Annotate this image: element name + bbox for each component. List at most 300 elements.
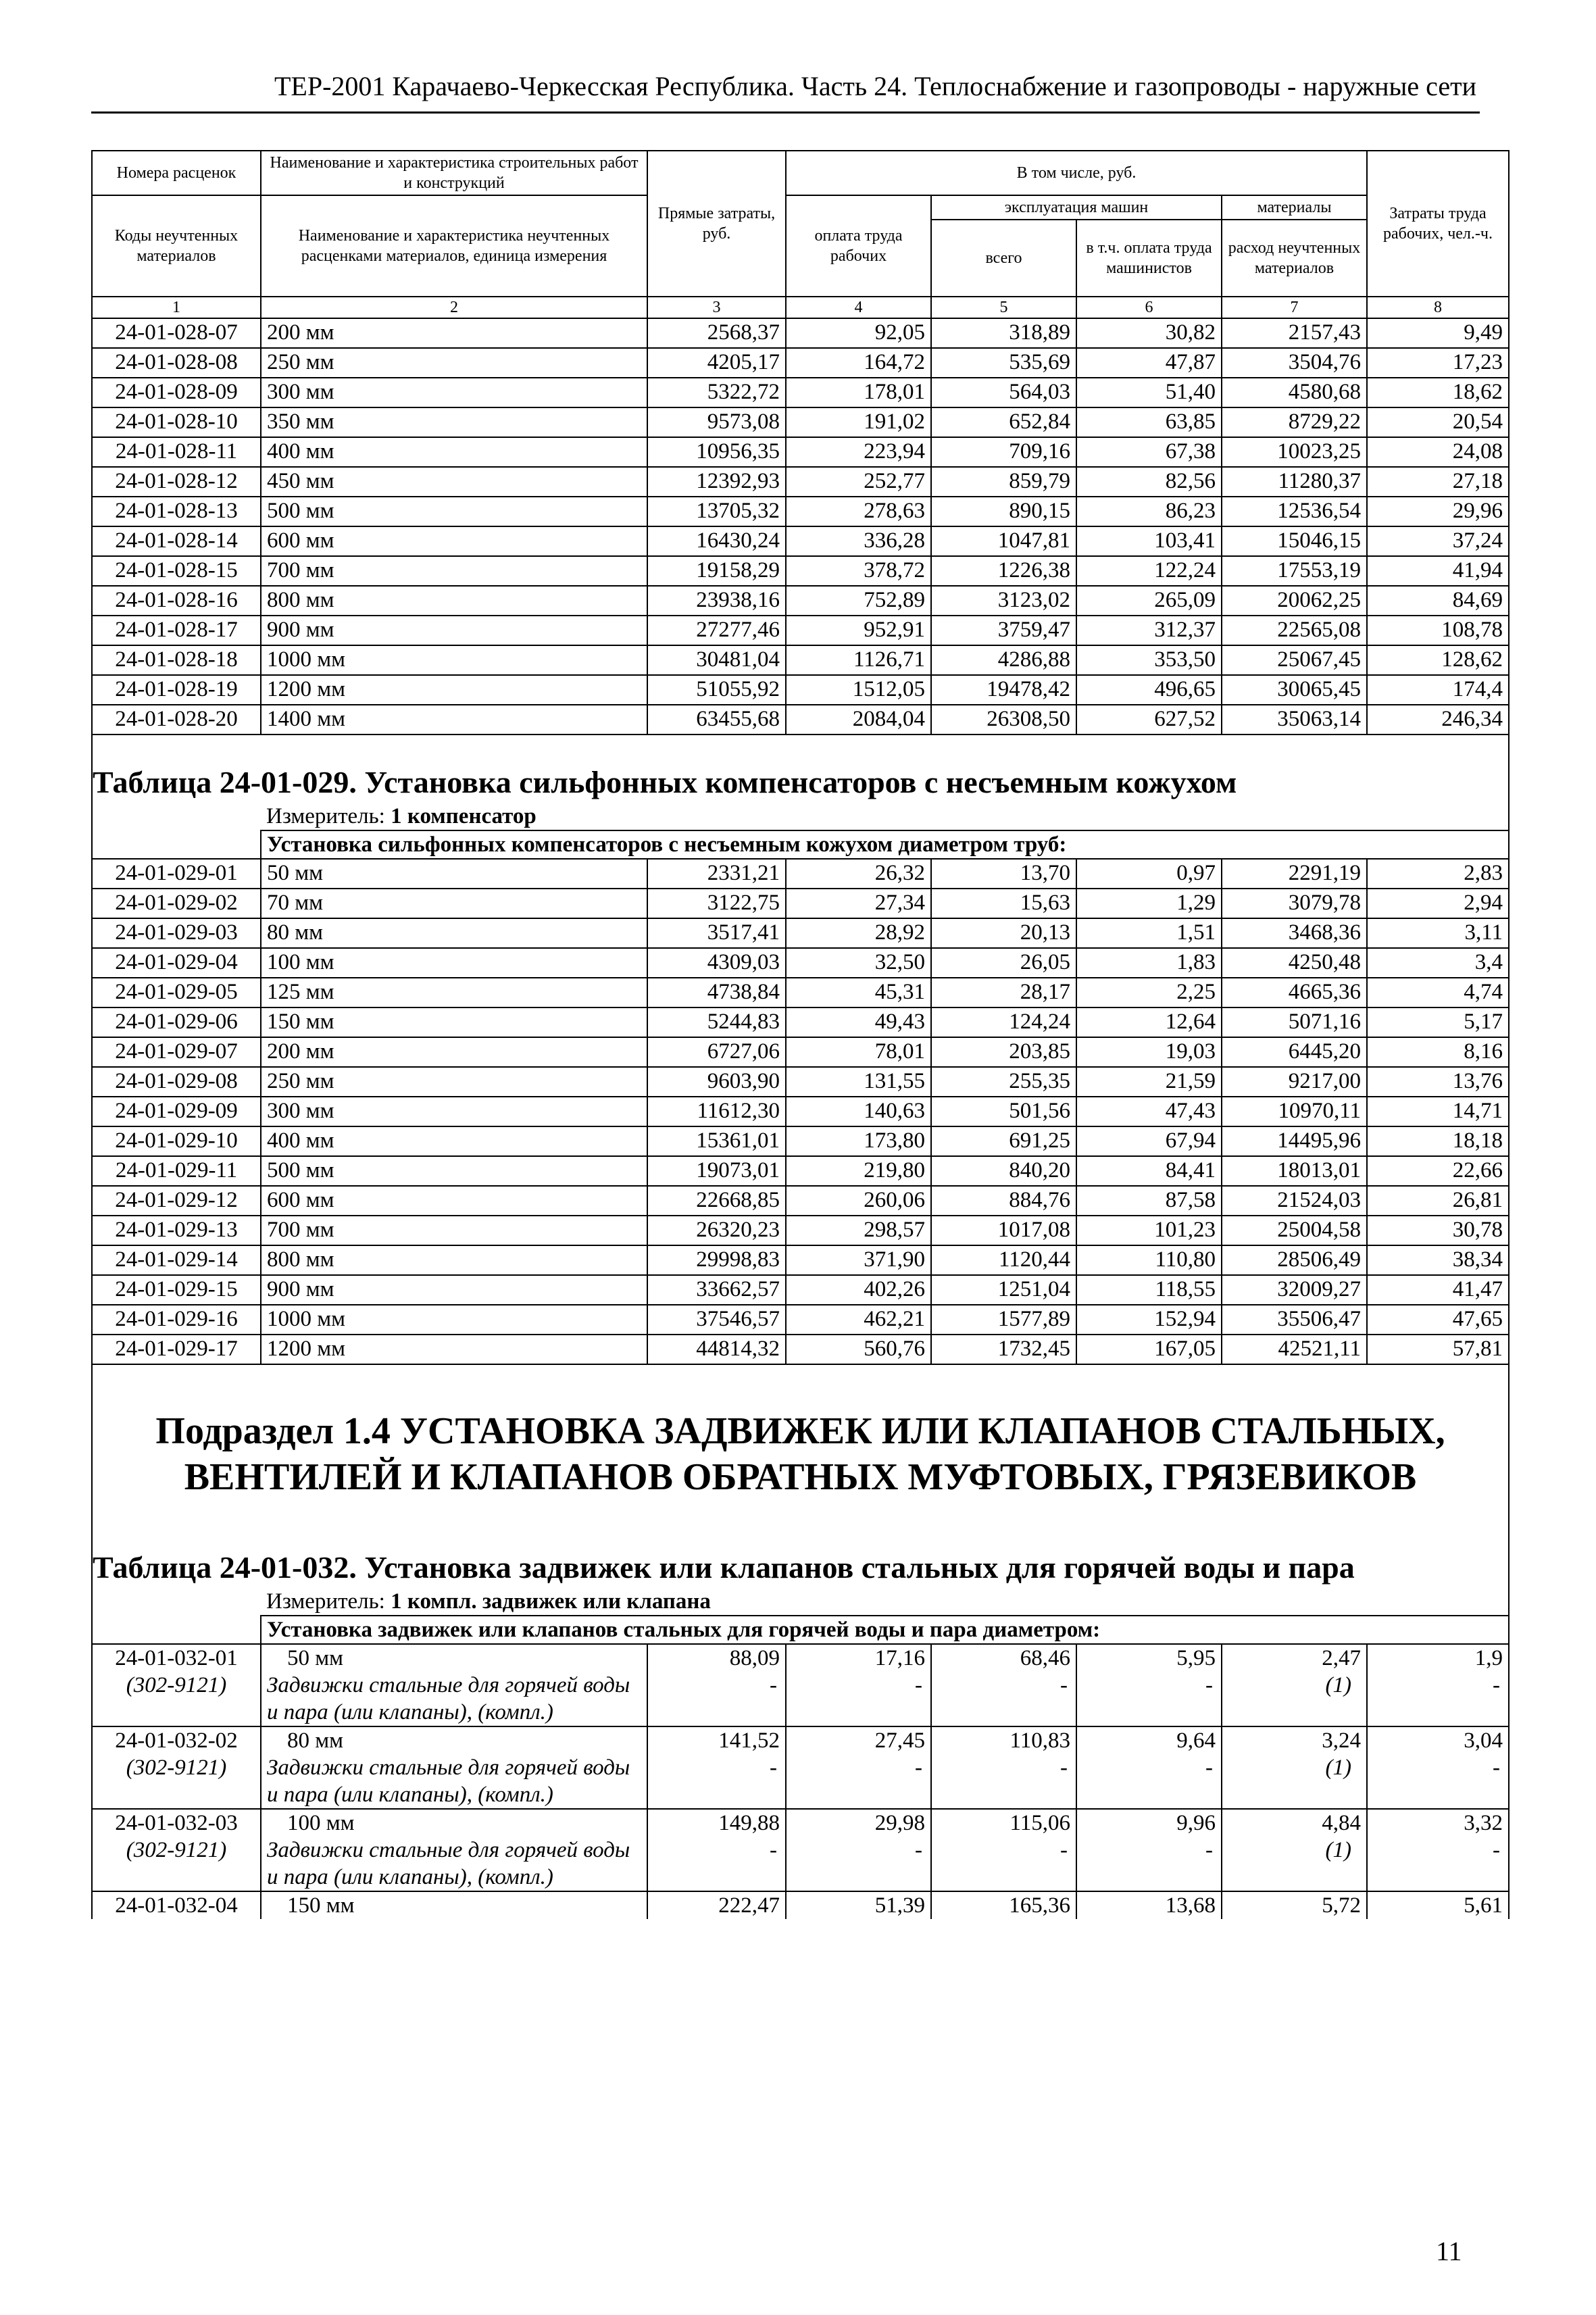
material-code: (302-9121): [126, 1838, 227, 1862]
rate-value: 1251,04: [931, 1275, 1076, 1305]
rate-value: 9,96: [1176, 1811, 1216, 1835]
table-row: [92, 1186, 1509, 1216]
running-header: ТЕР-2001 Карачаево-Черкесская Республика. Часть 24. Теплоснабжение и газопроводы - наружные сети: [274, 71, 1476, 101]
rate-name: 50 мм: [261, 859, 647, 889]
rate-name-cell: [261, 1644, 647, 1726]
rate-value-cell: [931, 1726, 1076, 1809]
table-row: [92, 675, 1509, 705]
rate-value: 255,35: [931, 1067, 1076, 1097]
rate-value: 9217,00: [1222, 1067, 1367, 1097]
material-value: -: [1205, 1756, 1213, 1780]
rate-value: 462,21: [786, 1305, 931, 1335]
material-value: -: [1205, 1673, 1213, 1697]
table-row: [92, 1245, 1509, 1275]
measure-row: [92, 1588, 1509, 1616]
measure-value: 1 компенсатор: [391, 804, 537, 828]
rate-code: 24-01-029-06: [92, 1007, 261, 1037]
rate-value: 1,51: [1076, 918, 1222, 948]
rate-name: 150 мм: [261, 1891, 647, 1919]
rate-value: 17553,19: [1222, 556, 1367, 586]
rate-value: 32,50: [786, 948, 931, 978]
rate-value: 840,20: [931, 1156, 1076, 1186]
rate-value-cell: [647, 1726, 786, 1809]
rate-value: 501,56: [931, 1097, 1076, 1126]
rate-value: 21524,03: [1222, 1186, 1367, 1216]
rate-value: 141,52: [718, 1728, 780, 1753]
table-029-title-row: [92, 735, 1509, 803]
rate-value: 652,84: [931, 407, 1076, 437]
rate-value: 4580,68: [1222, 378, 1367, 407]
rate-name: 500 мм: [261, 497, 647, 526]
col-header-wages: оплата труда рабочих: [786, 195, 931, 297]
rate-name: 200 мм: [261, 318, 647, 348]
rate-value: 41,47: [1367, 1275, 1509, 1305]
rate-value: 496,65: [1076, 675, 1222, 705]
material-value: -: [1060, 1838, 1068, 1862]
rate-name: 150 мм: [261, 1007, 647, 1037]
material-code: (302-9121): [126, 1673, 227, 1697]
rate-value-cell: [1076, 1644, 1222, 1726]
table-row: [92, 1067, 1509, 1097]
rate-value: 318,89: [931, 318, 1076, 348]
rate-value: 30,78: [1367, 1216, 1509, 1245]
rate-value: 10023,25: [1222, 437, 1367, 467]
rate-value: 9603,90: [647, 1067, 786, 1097]
rate-value: 265,09: [1076, 586, 1222, 616]
rate-value: 5244,83: [647, 1007, 786, 1037]
rate-name: 50 мм: [287, 1646, 344, 1670]
rate-value: 13,76: [1367, 1067, 1509, 1097]
rate-value: 18013,01: [1222, 1156, 1367, 1186]
rate-value: 18,18: [1367, 1126, 1509, 1156]
rate-name: 300 мм: [261, 378, 647, 407]
rate-value: 27277,46: [647, 616, 786, 645]
rate-value-cell: [931, 1644, 1076, 1726]
col-header-labor: Затраты труда рабочих, чел.-ч.: [1367, 151, 1509, 297]
rate-code: 24-01-032-02: [115, 1728, 238, 1753]
material-value: -: [1493, 1838, 1500, 1862]
rate-value: 15361,01: [647, 1126, 786, 1156]
rate-value: 1017,08: [931, 1216, 1076, 1245]
rate-value: 4,84: [1322, 1811, 1361, 1835]
rate-value: 16430,24: [647, 526, 786, 556]
rate-value: 18,62: [1367, 378, 1509, 407]
rate-value: 5,95: [1176, 1646, 1216, 1670]
rate-value: 3468,36: [1222, 918, 1367, 948]
rate-code: 24-01-029-09: [92, 1097, 261, 1126]
col-number: 8: [1367, 297, 1509, 318]
rate-value: 19158,29: [647, 556, 786, 586]
rate-code: 24-01-032-01: [115, 1646, 238, 1670]
col-number: 6: [1076, 297, 1222, 318]
rate-value: 203,85: [931, 1037, 1076, 1067]
rate-code: 24-01-028-12: [92, 467, 261, 497]
table-row: [92, 1726, 1509, 1809]
table-row: [92, 526, 1509, 556]
rate-value: 37546,57: [647, 1305, 786, 1335]
col-number: 7: [1222, 297, 1367, 318]
rate-value: 371,90: [786, 1245, 931, 1275]
rate-code: 24-01-032-04: [92, 1891, 261, 1919]
rate-value: 27,45: [874, 1728, 925, 1753]
col-header-unaccounted: расход неучтенных материалов: [1228, 239, 1361, 277]
rate-value: 49,43: [786, 1007, 931, 1037]
rate-code: 24-01-029-14: [92, 1245, 261, 1275]
rate-name: 400 мм: [261, 437, 647, 467]
table-row: [92, 467, 1509, 497]
rate-value-cell: [647, 1644, 786, 1726]
rate-value: 26320,23: [647, 1216, 786, 1245]
rate-value: 101,23: [1076, 1216, 1222, 1245]
measure-label: Измеритель:: [266, 804, 391, 828]
rate-value: 223,94: [786, 437, 931, 467]
rate-value: 110,80: [1076, 1245, 1222, 1275]
material-value: -: [915, 1756, 922, 1780]
table-row: [92, 1216, 1509, 1245]
rate-value: 3759,47: [931, 616, 1076, 645]
table-row: [92, 645, 1509, 675]
rate-value: 2291,19: [1222, 859, 1367, 889]
rate-value: 5,61: [1367, 1891, 1509, 1919]
material-value: -: [770, 1673, 777, 1697]
table-row: [92, 1097, 1509, 1126]
col-header-codes: Коды неучтенных материалов: [92, 195, 261, 297]
rate-value: 298,57: [786, 1216, 931, 1245]
rate-name: 450 мм: [261, 467, 647, 497]
rate-value: 4309,03: [647, 948, 786, 978]
material-value: -: [1060, 1756, 1068, 1780]
rate-value: 15046,15: [1222, 526, 1367, 556]
material-name: Задвижки стальные для горячей воды и пара (или клапаны), (компл.): [267, 1838, 630, 1889]
rate-value: 20,13: [931, 918, 1076, 948]
rate-code: 24-01-029-07: [92, 1037, 261, 1067]
table-row: [92, 497, 1509, 526]
col-number: 3: [647, 297, 786, 318]
rate-value: 67,38: [1076, 437, 1222, 467]
rate-value: 19073,01: [647, 1156, 786, 1186]
rate-value: 14,71: [1367, 1097, 1509, 1126]
rate-value: 9,49: [1367, 318, 1509, 348]
table-032-title-row: [92, 1520, 1509, 1588]
rate-value: 859,79: [931, 467, 1076, 497]
rate-value: 178,01: [786, 378, 931, 407]
rate-value: 5,72: [1222, 1891, 1367, 1919]
rate-value: 11612,30: [647, 1097, 786, 1126]
rate-name: 900 мм: [261, 616, 647, 645]
rate-value: 32009,27: [1222, 1275, 1367, 1305]
rate-value: 35506,47: [1222, 1305, 1367, 1335]
rate-value: 564,03: [931, 378, 1076, 407]
rate-value: 88,09: [729, 1646, 780, 1670]
rate-value: 110,83: [1009, 1728, 1070, 1753]
rate-value-cell: [786, 1809, 931, 1891]
rates-table: [91, 150, 1510, 1919]
rate-value: 84,69: [1367, 586, 1509, 616]
table-row: [92, 1037, 1509, 1067]
rate-value: 378,72: [786, 556, 931, 586]
rate-name-cell: [261, 1809, 647, 1891]
rate-value: 15,63: [931, 889, 1076, 918]
rate-name: 500 мм: [261, 1156, 647, 1186]
material-value: -: [1493, 1673, 1500, 1697]
rate-value: 5322,72: [647, 378, 786, 407]
rate-name: 800 мм: [261, 1245, 647, 1275]
rate-value-cell: [1367, 1726, 1509, 1809]
rate-value: 4738,84: [647, 978, 786, 1007]
rate-name: 200 мм: [261, 1037, 647, 1067]
rate-value: 51,39: [786, 1891, 931, 1919]
rate-value: 47,65: [1367, 1305, 1509, 1335]
rate-value: 402,26: [786, 1275, 931, 1305]
rate-value: 57,81: [1367, 1335, 1509, 1364]
rate-value: 11280,37: [1222, 467, 1367, 497]
rate-value: 353,50: [1076, 645, 1222, 675]
rate-value-cell: [786, 1644, 931, 1726]
rate-value: 5071,16: [1222, 1007, 1367, 1037]
rate-value: 1226,38: [931, 556, 1076, 586]
table-row: [92, 1644, 1509, 1726]
rate-value: 63455,68: [647, 705, 786, 735]
rate-value: 252,77: [786, 467, 931, 497]
table-029-title: Таблица 24-01-029. Установка сильфонных компенсаторов с несъемным кожухом: [92, 735, 1509, 803]
rate-value: 25004,58: [1222, 1216, 1367, 1245]
rate-value: 20,54: [1367, 407, 1509, 437]
rate-value: 2568,37: [647, 318, 786, 348]
rate-value: 27,34: [786, 889, 931, 918]
rate-value: 9573,08: [647, 407, 786, 437]
rate-code: 24-01-029-08: [92, 1067, 261, 1097]
rate-value-cell: [786, 1726, 931, 1809]
rate-value: 19,03: [1076, 1037, 1222, 1067]
rate-value-cell: [1222, 1809, 1367, 1891]
table-row: [92, 918, 1509, 948]
table-row: [92, 1809, 1509, 1891]
rate-name: 80 мм: [287, 1728, 344, 1753]
rate-value-cell: [1222, 1644, 1367, 1726]
rate-value: 51055,92: [647, 675, 786, 705]
rate-value: 4665,36: [1222, 978, 1367, 1007]
material-code: (302-9121): [126, 1756, 227, 1780]
rate-value: 174,4: [1367, 675, 1509, 705]
rate-value-cell: [1076, 1809, 1222, 1891]
rate-value: 5,17: [1367, 1007, 1509, 1037]
rate-value: 164,72: [786, 348, 931, 378]
rate-value: 10956,35: [647, 437, 786, 467]
table-row: [92, 437, 1509, 467]
rate-value: 4286,88: [931, 645, 1076, 675]
rate-value: 82,56: [1076, 467, 1222, 497]
rate-value-cell: [1076, 1726, 1222, 1809]
rate-name: 1000 мм: [261, 1305, 647, 1335]
rate-value: 3,4: [1367, 948, 1509, 978]
rate-value: 2,83: [1367, 859, 1509, 889]
material-name: Задвижки стальные для горячей воды и пара (или клапаны), (компл.): [267, 1756, 630, 1807]
rate-value: 29,98: [874, 1811, 925, 1835]
rate-value: 33662,57: [647, 1275, 786, 1305]
rate-value: 3079,78: [1222, 889, 1367, 918]
subheading-row: [92, 1616, 1509, 1644]
subsection-heading: Подраздел 1.4 УСТАНОВКА ЗАДВИЖЕК ИЛИ КЛАПАНОВ СТАЛЬНЫХ, ВЕНТИЛЕЙ И КЛАПАНОВ ОБРАТНЫХ МУФТОВЫХ, ГРЯЗЕВИКОВ: [92, 1364, 1509, 1520]
rate-code: 24-01-029-16: [92, 1305, 261, 1335]
rate-value: 78,01: [786, 1037, 931, 1067]
table-row: [92, 616, 1509, 645]
rate-value: 336,28: [786, 526, 931, 556]
rate-name: 900 мм: [261, 1275, 647, 1305]
rate-value: 222,47: [647, 1891, 786, 1919]
rate-value: 12536,54: [1222, 497, 1367, 526]
col-number: 5: [931, 297, 1076, 318]
rate-value: 63,85: [1076, 407, 1222, 437]
rate-value-cell: [931, 1809, 1076, 1891]
table-row: [92, 1126, 1509, 1156]
col-header-machines: эксплуатация машин: [932, 196, 1221, 220]
rate-code: 24-01-028-15: [92, 556, 261, 586]
rate-value: 1047,81: [931, 526, 1076, 556]
table-row: [92, 889, 1509, 918]
material-value: -: [770, 1838, 777, 1862]
table-row: [92, 978, 1509, 1007]
rate-value: 41,94: [1367, 556, 1509, 586]
col-header-numbers: Номера расценок: [92, 151, 261, 195]
table-row: [92, 948, 1509, 978]
table-row: [92, 407, 1509, 437]
col-header-machines-group: [931, 195, 1222, 297]
rate-value: 140,63: [786, 1097, 931, 1126]
material-value: -: [1205, 1838, 1213, 1862]
material-value: (1): [1325, 1673, 1351, 1697]
rate-value: 560,76: [786, 1335, 931, 1364]
rate-code-cell: [92, 1644, 261, 1726]
rate-value: 1120,44: [931, 1245, 1076, 1275]
rate-code: 24-01-029-01: [92, 859, 261, 889]
subsection-heading-row: [92, 1364, 1509, 1520]
rate-code: 24-01-029-03: [92, 918, 261, 948]
material-value: (1): [1325, 1838, 1351, 1862]
rate-value: 14495,96: [1222, 1126, 1367, 1156]
rate-value: 535,69: [931, 348, 1076, 378]
rate-value: 67,94: [1076, 1126, 1222, 1156]
col-header-incl: В том числе, руб.: [786, 151, 1367, 195]
rate-value: 3,11: [1367, 918, 1509, 948]
rate-value: 29,96: [1367, 497, 1509, 526]
rate-value: 312,37: [1076, 616, 1222, 645]
rate-name: 300 мм: [261, 1097, 647, 1126]
table-row: [92, 705, 1509, 735]
rate-value: 691,25: [931, 1126, 1076, 1156]
rate-name: 250 мм: [261, 348, 647, 378]
rate-value: 2084,04: [786, 705, 931, 735]
col-header-name-bottom: Наименование и характеристика неучтенных расценками материалов, единица измерения: [261, 195, 647, 297]
table-row: [92, 556, 1509, 586]
rate-value: 4,74: [1367, 978, 1509, 1007]
rate-code: 24-01-029-05: [92, 978, 261, 1007]
rate-value: 152,94: [1076, 1305, 1222, 1335]
rate-value: 26,32: [786, 859, 931, 889]
rate-value: 45,31: [786, 978, 931, 1007]
rate-value: 191,02: [786, 407, 931, 437]
table-row: [92, 1335, 1509, 1364]
rate-name: 1000 мм: [261, 645, 647, 675]
rate-value: 1577,89: [931, 1305, 1076, 1335]
rate-value: 890,15: [931, 497, 1076, 526]
rate-name: 350 мм: [261, 407, 647, 437]
rate-value: 24,08: [1367, 437, 1509, 467]
rate-value: 13705,32: [647, 497, 786, 526]
table-row: [92, 1007, 1509, 1037]
rate-value: 3123,02: [931, 586, 1076, 616]
subheading-row: [92, 830, 1509, 859]
rate-value: 2,47: [1322, 1646, 1361, 1670]
rate-value: 37,24: [1367, 526, 1509, 556]
rate-value: 3122,75: [647, 889, 786, 918]
rate-value: 22668,85: [647, 1186, 786, 1216]
rate-value: 17,16: [874, 1646, 925, 1670]
rate-value: 13,70: [931, 859, 1076, 889]
rate-code-cell: [92, 1809, 261, 1891]
measure-row: [92, 803, 1509, 830]
rate-value-cell: [1367, 1809, 1509, 1891]
rate-value: 3,32: [1464, 1811, 1503, 1835]
table-row: [92, 586, 1509, 616]
rate-value: 28,17: [931, 978, 1076, 1007]
rate-value-cell: [1367, 1644, 1509, 1726]
col-header-name-top: Наименование и характеристика строительных работ и конструкций: [261, 151, 647, 195]
rate-value: 3504,76: [1222, 348, 1367, 378]
rate-code: 24-01-028-18: [92, 645, 261, 675]
rate-value: 30481,04: [647, 645, 786, 675]
rate-value: 23938,16: [647, 586, 786, 616]
rate-value: 92,05: [786, 318, 931, 348]
rate-value: 30065,45: [1222, 675, 1367, 705]
rate-value: 3,24: [1322, 1728, 1361, 1753]
table-row: [92, 348, 1509, 378]
rate-code: 24-01-028-11: [92, 437, 261, 467]
rate-value: 87,58: [1076, 1186, 1222, 1216]
rate-name: 1400 мм: [261, 705, 647, 735]
rate-value: 124,24: [931, 1007, 1076, 1037]
rate-value: 103,41: [1076, 526, 1222, 556]
rate-name: 1200 мм: [261, 1335, 647, 1364]
measure-label: Измеритель:: [266, 1589, 391, 1614]
rate-value: 4205,17: [647, 348, 786, 378]
rate-code: 24-01-029-13: [92, 1216, 261, 1245]
rate-code: 24-01-028-20: [92, 705, 261, 735]
material-value: -: [915, 1838, 922, 1862]
rate-value: 12392,93: [647, 467, 786, 497]
col-number: 2: [261, 297, 647, 318]
rate-code: 24-01-029-15: [92, 1275, 261, 1305]
table-subheading: Установка задвижек или клапанов стальных для горячей воды и пара диаметром:: [261, 1616, 1509, 1644]
rate-value-cell: [1222, 1726, 1367, 1809]
rate-value: 4250,48: [1222, 948, 1367, 978]
rate-value: 752,89: [786, 586, 931, 616]
rate-value: 68,46: [1020, 1646, 1070, 1670]
table-032-title: Таблица 24-01-032. Установка задвижек или клапанов стальных для горячей воды и пара: [92, 1520, 1509, 1588]
rate-value: 2331,21: [647, 859, 786, 889]
rate-value: 122,24: [1076, 556, 1222, 586]
col-number: 1: [92, 297, 261, 318]
table-row: [92, 1156, 1509, 1186]
rate-value: 627,52: [1076, 705, 1222, 735]
table-row: [92, 1275, 1509, 1305]
rate-code: 24-01-029-12: [92, 1186, 261, 1216]
rate-value: 1126,71: [786, 645, 931, 675]
rate-code: 24-01-028-07: [92, 318, 261, 348]
material-value: -: [1060, 1673, 1068, 1697]
rate-value: 260,06: [786, 1186, 931, 1216]
rate-code: 24-01-028-14: [92, 526, 261, 556]
rate-code: 24-01-028-16: [92, 586, 261, 616]
